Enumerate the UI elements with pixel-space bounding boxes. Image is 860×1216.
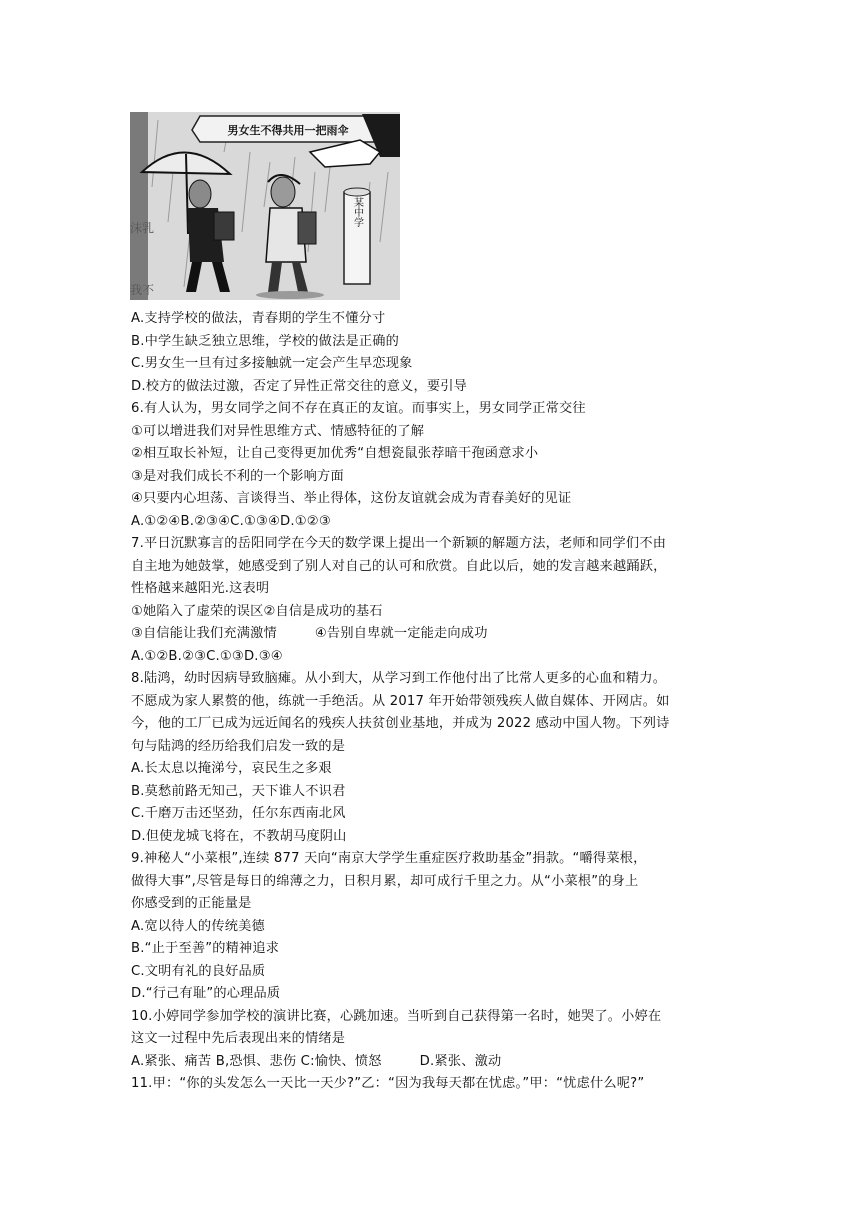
q5-option-b: B.中学生缺乏独立思维，学校的做法是正确的 — [131, 333, 399, 349]
q10-option-d: D.紧张、激动 — [419, 1053, 502, 1069]
q8-stem-line-1: 8.陆鸿，幼时因病导致脑瘫。从小到大，从学习到工作他付出了比常人更多的心血和精力。 — [131, 671, 667, 686]
q6-statement-3: ③是对我们成长不利的一个影响方面 — [131, 468, 344, 484]
background-text-2: 我不 — [130, 283, 155, 297]
q6-statement-1: ①可以增进我们对异性思维方式、情感特征的了解 — [131, 423, 425, 439]
q9-stem-line-1: 9.神秘人“小菜根”,连续 877 天向“南京大学学生重症医疗救助基金”捐款。“嚼得菜根， — [131, 851, 647, 866]
cartoon-banner-text: 男女生不得共用一把雨伞 — [227, 124, 349, 137]
q8-option-d: D.但使龙城飞将在，不教胡马度阴山 — [131, 828, 347, 844]
q8-option-c: C.千磨万击还坚劲，任尔东西南北风 — [131, 806, 346, 821]
q7-options: A.①②B.②③C.①③D.③④ — [131, 648, 283, 664]
q7-statement-4: ④告别自卑就一定能走向成功 — [314, 626, 488, 641]
exam-text — [131, 308, 731, 1096]
q9-stem-line-3: 你感受到的正能量是 — [131, 896, 252, 911]
q10-options — [131, 1051, 731, 1074]
q5-option-d: D.校方的做法过激，否定了异性正常交往的意义，要引导 — [131, 378, 468, 394]
q7-statements-1-2: ①她陷入了虚荣的误区②自信是成功的基石 — [131, 603, 383, 619]
school-sign-text: 某中学 — [351, 197, 363, 227]
q6-statement-4: ④只要内心坦荡、言谈得当、举止得体，这份友谊就会成为青春美好的见证 — [131, 491, 572, 506]
q10-stem-line-2: 这文一过程中先后表现出来的情绪是 — [131, 1031, 346, 1046]
q8-stem-line-4: 句与陆鸿的经历给我们启发一致的是 — [131, 738, 346, 754]
q7-statements-3-4 — [131, 623, 731, 646]
background-text-1: 沫乳 — [130, 221, 155, 235]
q9-option-c: C.文明有礼的良好品质 — [131, 963, 266, 979]
q8-stem-line-3: 今，他的工厂已成为远近闻名的残疾人扶贫创业基地，并成为 2022 感动中国人物。下列诗 — [131, 716, 670, 731]
q5-option-c: C.男女生一旦有过多接触就一定会产生早恋现象 — [131, 356, 413, 371]
q9-option-d: D.“行己有耻”的心理品质 — [131, 986, 281, 1001]
q7-stem-line-2: 自主地为她鼓掌，她感受到了别人对自己的认可和欣赏。自此以后，她的发言越来越踊跃， — [131, 558, 667, 574]
q9-option-b: B.“止于至善”的精神追求 — [131, 941, 280, 956]
q7-stem-line-1: 7.平日沉默寡言的岳阳同学在今天的数学课上提出一个新颖的解题方法，老师和同学们不由 — [131, 536, 667, 551]
q6-statement-2: ②相互取长补短，让自己变得更加优秀“自想瓷鼠张荐暗干孢函意求小 — [131, 446, 539, 461]
cartoon-illustration — [130, 112, 400, 300]
q9-option-a: A.宽以待人的传统美德 — [131, 918, 265, 934]
q8-stem-line-2: 不愿成为家人累赘的他，练就一手绝活。从 2017 年开始带领残疾人做自媒体、开网店。如 — [131, 693, 670, 709]
q10-stem-line-1: 10.小婷同学参加学校的演讲比赛，心跳加速。当听到自己获得第一名时，她哭了。小婷在 — [131, 1008, 662, 1024]
q6-options: A.①②④B.②③④C.①③④D.①②③ — [131, 513, 331, 529]
q7-statement-3: ③自信能让我们充满激情 — [131, 626, 277, 641]
q7-stem-line-3: 性格越来越阳光.这表明 — [131, 581, 270, 596]
q8-option-b: B.莫愁前路无知己，天下谁人不识君 — [131, 783, 346, 799]
q8-option-a: A.长太息以掩涕兮，哀民生之多艰 — [131, 761, 332, 776]
q5-option-a: A.支持学校的做法，青春期的学生不懂分寸 — [131, 311, 386, 326]
q11-stem-line-1: 11.甲：“你的头发怎么一天比一天少?”乙：“因为我每天都在忧虑。”甲：“忧虑什么呢?” — [131, 1076, 645, 1091]
q9-stem-line-2: 做得大事”,尽管是每日的绵薄之力，日积月累，却可成行千里之力。从“小菜根”的身上 — [131, 873, 639, 889]
q10-options-abc: A.紧张、痛苦 B,恐惧、悲伤 C:愉快、愤怒 — [131, 1053, 382, 1069]
q6-stem: 6.有人认为，男女同学之间不存在真正的友谊。而事实上，男女同学正常交往 — [131, 401, 586, 416]
